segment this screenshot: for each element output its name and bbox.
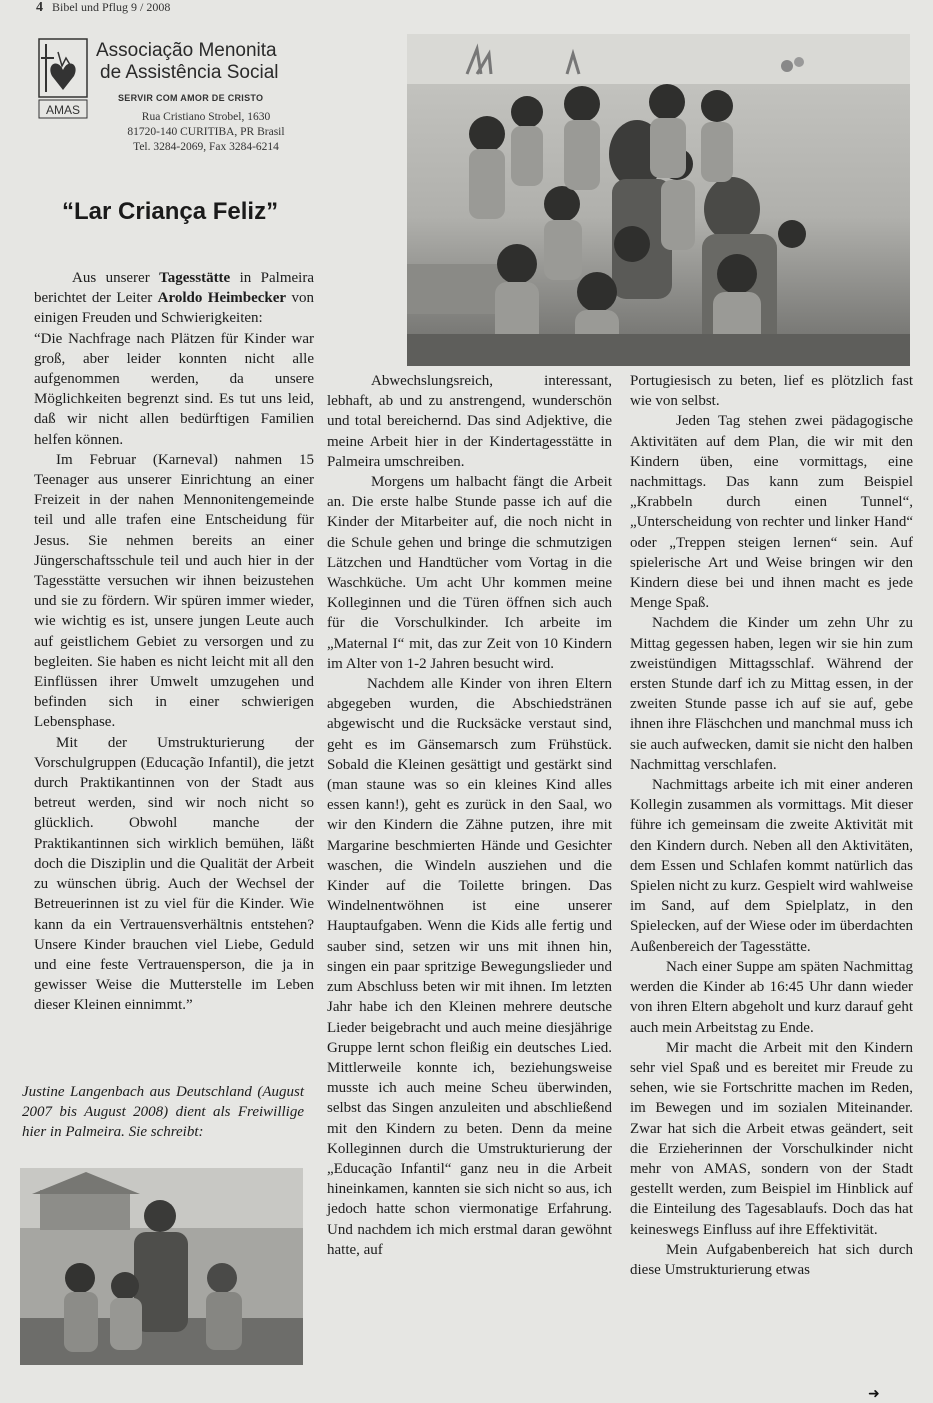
page-number: 4 — [36, 0, 43, 15]
body-paragraph: Nachmittags arbeite ich mit einer anderen Kollegin zusammen als vormittags. Mit dieser führe ich gemeinsam die zweite Aktivität mit den Kindern durch. Neben all den Aktivitäten, dem Essen und Schlafen kommt natürlich das Spielen nicht zu kurz. Gespielt wird wahlweise im Sand, auf dem Spielplatz, in den Spielecken, auf der Wiese oder im überdachten Außenbereich der Tagesstätte. — [630, 777, 913, 955]
body-paragraph: Mit der Umstrukturierung der Vorschulgruppen (Educação Infantil), die jetzt durch Praktikantinnen von der Stadt aus betreut werden, sind wir noch nicht so glücklich. Obwohl manche der Praktikantinnen sich wirklich bemühen, läßt doch die Disziplin und die Qualität der Arbeit zu wünschen übrig. Auch der Wechsel der Betreuerinnen ist zu viel für die Kinder. Wie kann da ein Vertrauensverhältnis entstehen? Unsere Kinder brauchen viel Liebe, Geduld und eine feste Vertrauensperson, die ja in gewisser Weise die Mutterstelle im Leben dieser Kleinen einnimmt.” — [34, 734, 314, 1014]
org-name-line1: Associação Menonita — [96, 40, 277, 61]
intro-paragraph: Aus unserer Tagesstätte in Palmeira berichtet der Leiter Aroldo Heimbecker von einigen Freuden und Schwierigkeiten: — [34, 270, 314, 327]
volunteer-intro — [22, 1082, 304, 1143]
children-group-photo — [407, 34, 910, 366]
logo-text: AMAS — [45, 103, 81, 117]
organization-name — [96, 40, 346, 84]
body-paragraph: Nachdem die Kinder um zehn Uhr zu Mittag gegessen haben, legen wir sie hin zum zweistündigen Mittagsschlaf. Während der ersten Stunde darf ich zu Mittag essen, in der zweiten Stunde passe ich auf sie auf, gebe ihnen ihre Fläschchen und manchmal muss ich sie auch aufwecken, damit sie nicht den halben Nachmittag verschlafen. — [630, 615, 913, 773]
body-paragraph: Portugiesisch zu beten, lief es plötzlich fast wie von selbst. — [630, 373, 913, 410]
article-column-3 — [630, 371, 913, 1280]
address-line: Rua Cristiano Strobel, 1630 — [141, 111, 271, 123]
article-column-1 — [34, 268, 314, 1016]
body-paragraph: Nach einer Suppe am späten Nachmittag werden die Kinder ab 16:45 Uhr dann wieder von ihren Eltern abgeholt und kurz darauf geht auch mein Arbeitstag zu Ende. — [630, 958, 913, 1036]
bold-name: Aroldo Heimbecker — [157, 290, 287, 307]
body-paragraph: Jeden Tag stehen zwei pädagogische Aktivitäten auf dem Plan, die wir mit den Kindern üben, eine vormittags, eine nachmittags. Das kann zum Beispiel „Krabbeln durch einen Tunnel“, „Unterscheidung von rechter und linker Hand“ oder „Treppen steigen lernen“ sein. Auf spielerische Art und Weise bringen wir den Kindern diese bei und ihnen macht es jede Menge Spaß. — [630, 413, 913, 612]
body-paragraph: Abwechslungsreich, interessant, lebhaft, ab und zu anstrengend, wunderschön und total bereichernd. Das sind Adjektive, die meine Arbeit hier in der Kindertagesstätte in Palmeira umschreiben. — [327, 373, 612, 470]
org-name-line2: de Assistência Social — [100, 62, 279, 83]
address-line: 81720-140 CURITIBA, PR Brasil — [127, 126, 285, 138]
body-paragraph: Morgens um halbacht fängt die Arbeit an. Die erste halbe Stunde passe ich auf die Kinder der Mitarbeiter auf, die noch nicht in die Schule gehen und bringe die schmutzigen Lätzchen und Handtücher vom Vortag in die Waschküche. Um acht Uhr kommen meine Kolleginnen und die Türen öffnen sich auch für die Vorschulkinder. Ich arbeite im „Maternal I“ mit, das zur Zeit von 10 Kindern im Alter von 1-2 Jahren besucht wird. — [327, 474, 612, 672]
body-paragraph: Mein Aufgabenbereich hat sich durch diese Umstrukturierung etwas — [630, 1241, 913, 1278]
article-title: “Lar Criança Feliz” — [62, 198, 279, 225]
body-paragraph: “Die Nachfrage nach Plätzen für Kinder war groß, aber leider konnten nicht alle aufgenommen werden, da unsere Möglichkeiten begrenzt sind. Es tut uns leid, daß wir nicht allen bedürftigen Familien helfen können. — [34, 330, 314, 448]
body-paragraph: Nachdem alle Kinder von ihren Eltern abgegeben wurden, die Abschiedstränen abgewischt und die Rucksäcke verstaut sind, geht es im Gänsemarsch zum Frühstück. Sobald die Kleinen gesättigt und gestärkt sind (man staune was so ein kleines Kind alles essen kann!), geht es zurück in den Saal, wo wir den Kindern die Zähne putzen, ihre mit Margarine beschmierten Hände und Gesichter waschen, die Windeln ausziehen und die Kinder auf die Toilette bringen. Das Windelnentwöhnen ist eine unserer Hauptaufgaben. Wenn die Kids alle fertig und sauber sind, setzen wir uns mit ihnen hin, singen ein paar spritzige Bewegungslieder und zum Abschluss beten wir mit ihnen. Im letzten Jahr habe ich den Kleinen mehrere deutsche Lieder beigebracht und auch meine diesjährige Gruppe lernt schon fleißig ein deutsches Lied. Mittlerweile konnte ich, beziehungsweise musste ich auch meine Scheu überwinden, selbst das Singen anzuleiten und abschließend mit den Kindern zu beten. Denn da meine Kolleginnen durch die Umstrukturierung der „Educação Infantil“ ganz neu in die Arbeit hineinkamen, kannten sie sich nicht so aus, ich jedoch hatte schon viermonatige Erfahrung. Und nachdem ich mich erstmal daran gewöhnt hatte, auf — [327, 676, 612, 1258]
bold-term: Tagesstätte — [159, 270, 231, 286]
org-motto: SERVIR COM AMOR DE CRISTO — [118, 93, 264, 103]
running-header — [36, 0, 170, 16]
address-line: Tel. 3284-2069, Fax 3284-6214 — [133, 141, 279, 153]
body-paragraph: Mir macht die Arbeit mit den Kindern sehr viel Spaß und es bereitet mir Freude zu sehen, wie sie Fortschritte machen im Reden, im Bewegen und im sozialen Miteinander. Zwar hat sich die Arbeit etwas geändert, seit die Erzieherinnen der Vorschulkinder nicht mehr von AMAS, sondern von der Stadt gestellt werden, zum Beispiel im Hinblick auf die Einteilung des Tagesablaufs. Doch das hat keineswegs Einfluss auf ihre Effektivität. — [630, 1039, 913, 1238]
continue-arrow-icon: ➜ — [868, 1387, 880, 1402]
amas-logo-icon — [36, 36, 90, 122]
volunteer-with-children-photo — [20, 1168, 303, 1365]
italic-paragraph: Justine Langenbach aus Deutschland (August 2007 bis August 2008) dient als Freiwillige hier in Palmeira. Sie schreibt: — [22, 1084, 304, 1141]
org-address — [96, 110, 316, 155]
article-column-2 — [327, 371, 612, 1260]
publication-name: Bibel und Pflug 9 / 2008 — [52, 0, 171, 14]
body-paragraph: Im Februar (Karneval) nahmen 15 Teenager aus unserer Einrichtung an einer Freizeit in der nahen Mennonitengemeinde teil und alle trafen eine Entscheidung für Jesus. Sie nehmen bereits an einer Jüngerschaftsschule teil und auch hier in der Tagesstätte versuchen wir ihnen beizustehen und sie zu fördern. Wir spüren immer wieder, wie wichtig es ist, unsere jungen Leute auch auf geistlichem Gebiet zu versorgen und zu begleiten. Sie haben es nicht leicht mit all den Einflüssen ihrer Umwelt umzugehen und befinden sich in einer schwierigen Lebensphase. — [34, 451, 314, 731]
